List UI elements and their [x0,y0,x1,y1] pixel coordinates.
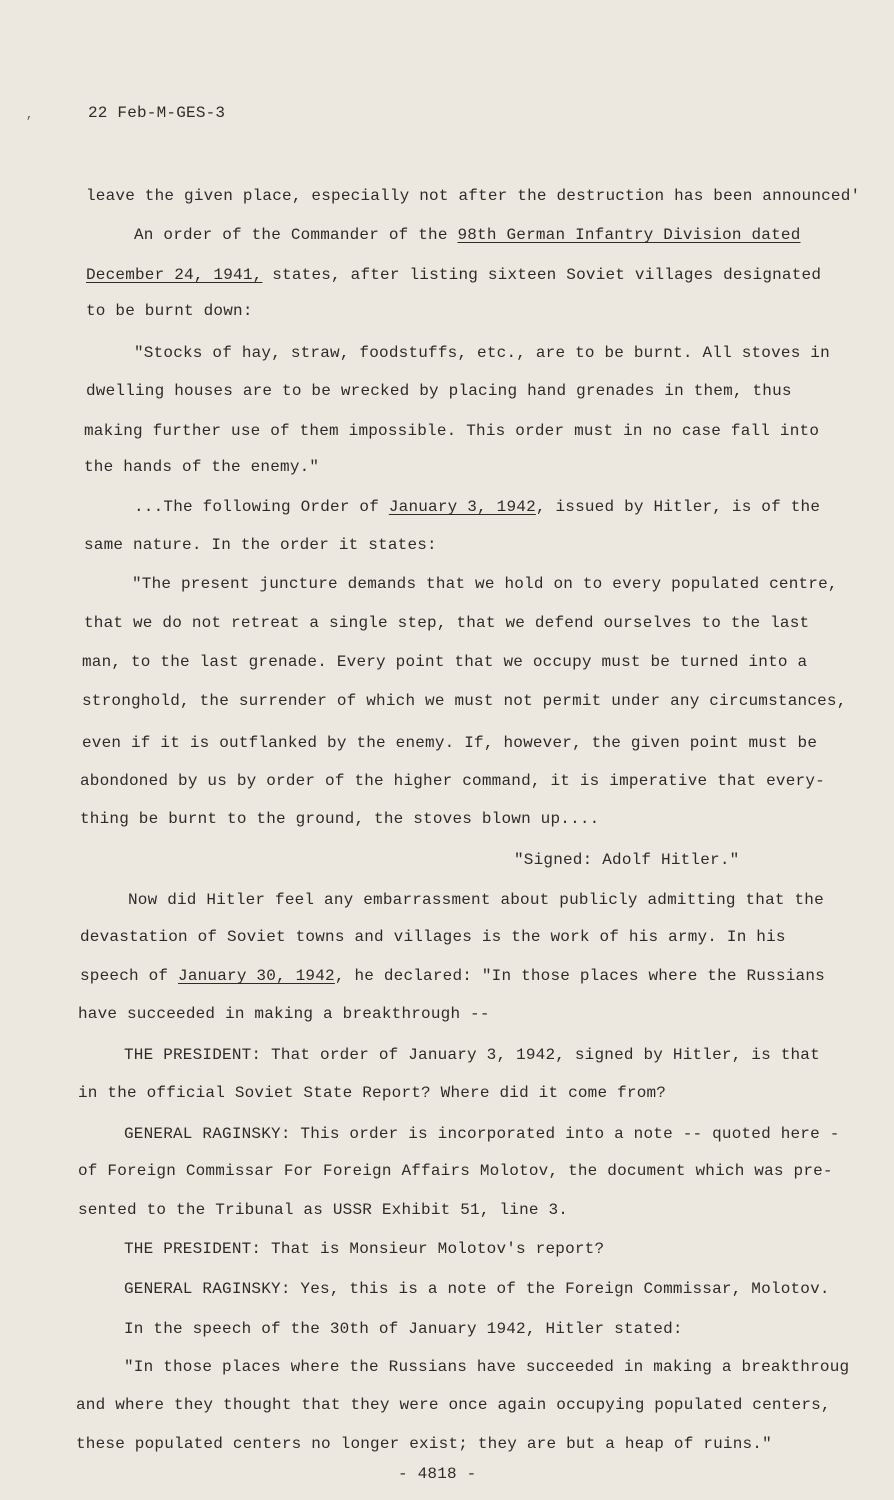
page-reference: 22 Feb-M-GES-3 [88,104,226,122]
dialogue-line: GENERAL RAGINSKY: Yes, this is a note of the Foreign Commissar, Molotov. [124,1280,830,1298]
text-line: have succeeded in making a breakthrough -- [78,1005,490,1023]
quote-line: abondoned by us by order of the higher command, it is imperative that every- [80,772,825,790]
quote-line: making further use of them impossible. This order must in no case fall into [84,422,820,440]
page-number: - 4818 - [398,1465,477,1483]
quote-line: thing be burnt to the ground, the stoves blown up.... [80,810,600,828]
text-line: devastation of Soviet towns and villages is the work of his army. In his [80,928,786,946]
text-line: Now did Hitler feel any embarrassment about publicly admitting that the [128,891,824,909]
underlined-phrase: 98th German Infantry Division dated [457,226,801,244]
dialogue-line: in the official Soviet State Report? Where did it come from? [78,1084,667,1102]
dialogue-line: In the speech of the 30th of January 1942, Hitler stated: [124,1320,683,1338]
text-line: to be burnt down: [86,302,253,320]
underlined-date: January 3, 1942 [388,498,536,516]
text-line: December 24, 1941, states, after listing sixteen Soviet villages designated [86,266,822,284]
quote-line: that we do not retreat a single step, that we defend ourselves to the last [84,614,810,632]
margin-mark: , [26,108,34,122]
quote-line: "Stocks of hay, straw, foodstuffs, etc., are to be burnt. All stoves in [134,344,830,362]
text-line: leave the given place, especially not after the destruction has been announced' [86,187,861,205]
dialogue-line: THE PRESIDENT: That order of January 3, 1942, signed by Hitler, is that [124,1046,820,1064]
quote-line: "The present juncture demands that we hold on to every populated centre, [132,575,838,593]
signature-line: "Signed: Adolf Hitler." [514,851,740,869]
underlined-date: January 30, 1942 [178,967,335,985]
quote-line: "In those places where the Russians have succeeded in making a breakthroug [124,1358,850,1376]
text-line: speech of January 30, 1942, he declared: "In those places where the Russians [80,967,825,985]
quote-line: these populated centers no longer exist; they are but a heap of ruins." [76,1435,772,1453]
text-line: An order of the Commander of the 98th German Infantry Division dated [134,226,801,244]
text-line: same nature. In the order it states: [84,536,437,554]
quote-line: dwelling houses are to be wrecked by placing hand grenades in them, thus [86,382,792,400]
quote-line: stronghold, the surrender of which we must not permit under any circumstances, [82,692,847,710]
underlined-date: December 24, 1941, [86,266,263,284]
text-line: ...The following Order of January 3, 1942, issued by Hitler, is of the [134,498,821,516]
quote-line: man, to the last grenade. Every point that we occupy must be turned into a [82,653,808,671]
dialogue-line: THE PRESIDENT: That is Monsieur Molotov's report? [124,1240,605,1258]
dialogue-line: GENERAL RAGINSKY: This order is incorporated into a note -- quoted here - [124,1125,840,1143]
quote-line: the hands of the enemy." [84,458,320,476]
quote-line: even if it is outflanked by the enemy. If, however, the given point must be [82,734,818,752]
quote-line: and where they thought that they were once again occupying populated centers, [76,1396,831,1414]
dialogue-line: sented to the Tribunal as USSR Exhibit 51, line 3. [78,1201,569,1219]
dialogue-line: of Foreign Commissar For Foreign Affairs Molotov, the document which was pre- [78,1162,833,1180]
